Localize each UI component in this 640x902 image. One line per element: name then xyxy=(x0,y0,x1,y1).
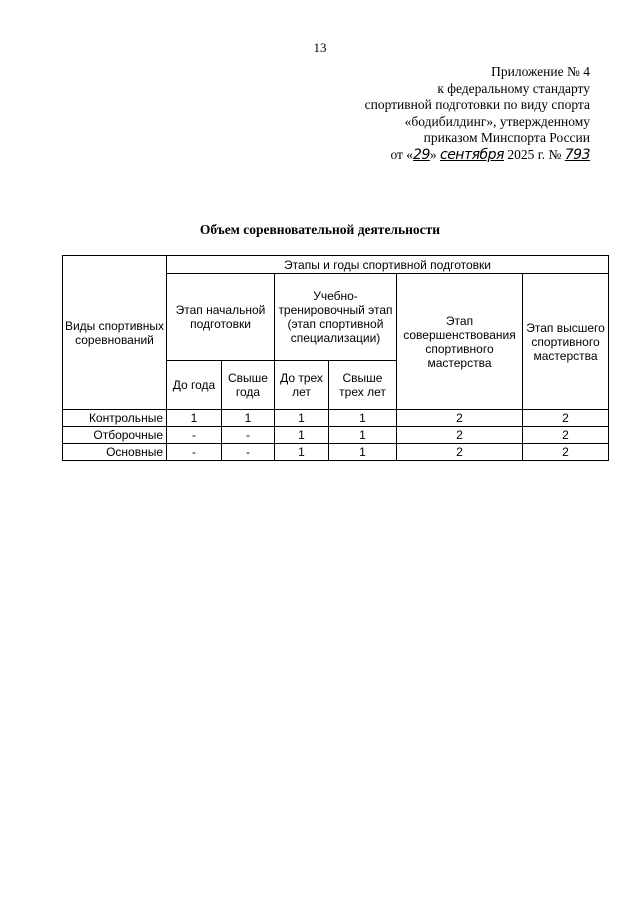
date-year: 2025 г. № xyxy=(503,146,565,162)
table-cell: 1 xyxy=(329,427,397,444)
header-up-to-three-years: До трех лет xyxy=(275,361,329,410)
competition-volume-table xyxy=(62,255,609,461)
table-row xyxy=(63,410,609,427)
header-stages: Этапы и годы спортивной подготовки xyxy=(167,256,609,274)
row-kind-label: Контрольные xyxy=(63,410,167,427)
header-over-year: Свыше года xyxy=(222,361,275,410)
header-stage-training: Учебно-тренировочный этап (этап спортивной специализации) xyxy=(275,274,397,361)
table-cell: 2 xyxy=(523,444,609,461)
document-title: Объем соревновательной деятельности xyxy=(199,222,441,237)
row-kind-label: Отборочные xyxy=(63,427,167,444)
table-cell: 1 xyxy=(329,410,397,427)
table-cell: - xyxy=(167,444,222,461)
table-row xyxy=(63,427,609,444)
table-cell: - xyxy=(222,427,275,444)
table-cell: - xyxy=(167,427,222,444)
table-cell: 2 xyxy=(523,410,609,427)
date-prefix: от « xyxy=(390,146,414,162)
table-cell: 1 xyxy=(275,444,329,461)
header-over-three-years: Свыше трех лет xyxy=(329,361,397,410)
row-kind-label: Основные xyxy=(63,444,167,461)
table-cell: 1 xyxy=(275,410,329,427)
appendix-date-line xyxy=(270,147,590,164)
appendix-line-5: приказом Минспорта России xyxy=(423,130,590,145)
table-cell: 2 xyxy=(397,427,523,444)
table-row xyxy=(63,444,609,461)
table-cell: 1 xyxy=(275,427,329,444)
table-cell: 2 xyxy=(397,444,523,461)
header-stage-initial: Этап начальной подготовки xyxy=(167,274,275,361)
table-cell: 1 xyxy=(222,410,275,427)
header-stage-higher: Этап высшего спортивного мастерства xyxy=(523,274,609,410)
page-number: 13 xyxy=(313,40,327,55)
table-cell: 1 xyxy=(329,444,397,461)
date-mid: » xyxy=(429,146,440,162)
appendix-line-3: спортивной подготовки по виду спорта xyxy=(364,97,590,112)
appendix-block xyxy=(270,64,590,163)
appendix-line-2: к федеральному стандарту xyxy=(437,80,590,96)
appendix-line-4: «бодибилдинг», утвержденному xyxy=(404,113,590,129)
table-cell: 1 xyxy=(167,410,222,427)
header-competition-kinds: Виды спортивных соревнований xyxy=(63,256,167,410)
handwritten-order-number: 793 xyxy=(564,146,590,163)
handwritten-month: сентября xyxy=(440,146,504,163)
table-cell: 2 xyxy=(523,427,609,444)
appendix-line-1: Приложение № 4 xyxy=(491,64,590,79)
header-up-to-year: До года xyxy=(167,361,222,410)
header-stage-improvement: Этап совершенствования спортивного мастерства xyxy=(397,274,523,410)
table-cell: - xyxy=(222,444,275,461)
handwritten-day: 29 xyxy=(413,146,430,163)
table-cell: 2 xyxy=(397,410,523,427)
